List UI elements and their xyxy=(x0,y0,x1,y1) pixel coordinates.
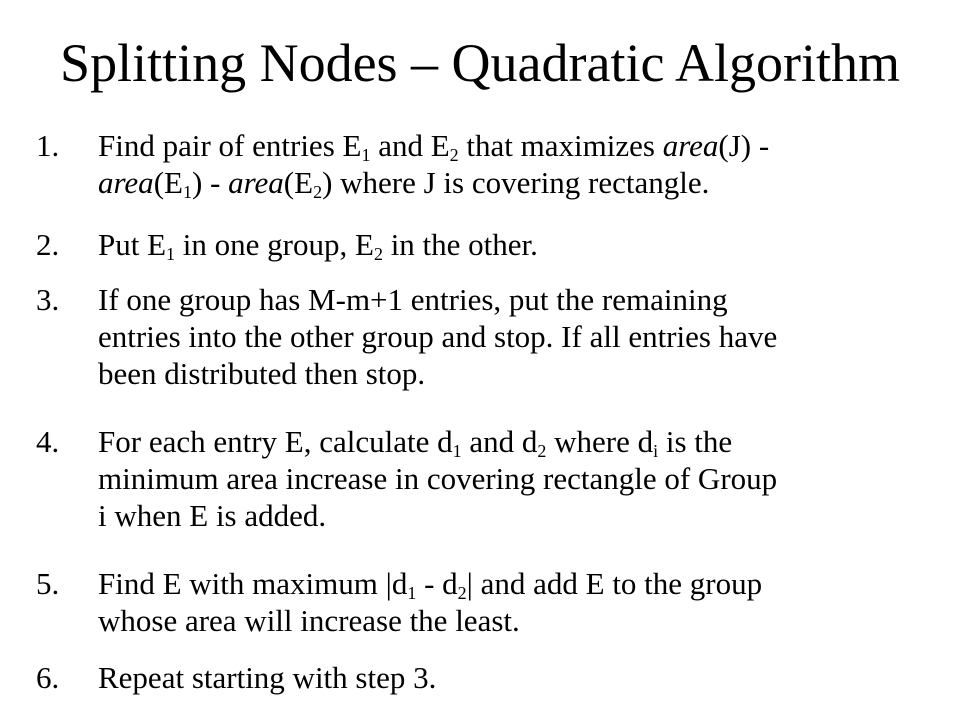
step-line xyxy=(98,127,928,164)
subscript: 2 xyxy=(373,244,383,264)
subscript: 1 xyxy=(361,145,371,165)
subscript: 2 xyxy=(457,583,467,603)
step-text xyxy=(98,127,928,201)
text-segment: For each entry E, calculate d xyxy=(98,424,453,459)
step-line xyxy=(98,565,928,602)
text-segment: - d xyxy=(416,566,458,601)
step-number: 2. xyxy=(36,227,60,262)
subscript: 1 xyxy=(407,583,417,603)
text-segment: Find pair of entries E xyxy=(98,128,362,163)
step-line xyxy=(98,659,928,696)
step-number: 6. xyxy=(36,660,60,695)
text-segment: Find E with maximum |d xyxy=(98,566,408,601)
italic-text: area xyxy=(228,165,284,200)
slide-title: Splitting Nodes – Quadratic Algorithm xyxy=(60,33,900,93)
subscript: 2 xyxy=(449,145,459,165)
text-segment: i when E is added. xyxy=(98,498,327,533)
text-segment: If one group has M-m+1 entries, put the remaining xyxy=(98,282,728,317)
italic-text: area xyxy=(662,128,719,163)
text-segment: and d xyxy=(461,424,538,459)
text-segment: where d xyxy=(546,424,654,459)
step-text xyxy=(98,226,928,263)
step-text xyxy=(98,281,928,392)
text-segment: in the other. xyxy=(382,227,538,262)
text-segment: Put E xyxy=(98,227,167,262)
text-segment: that maximizes xyxy=(458,128,663,163)
subscript: 1 xyxy=(452,441,462,461)
text-segment: minimum area increase in covering rectangle of Group xyxy=(98,461,778,496)
subscript: 2 xyxy=(313,182,323,202)
step-line xyxy=(98,423,928,460)
step-line xyxy=(98,281,928,318)
step-line xyxy=(98,318,928,355)
text-segment: in one group, E xyxy=(175,227,374,262)
step-number: 4. xyxy=(36,424,60,459)
subscript: 1 xyxy=(182,182,192,202)
text-segment: (J) - xyxy=(718,128,770,163)
text-segment: Repeat starting with step 3. xyxy=(98,660,437,695)
subscript: i xyxy=(653,441,659,461)
step-number: 3. xyxy=(36,282,60,317)
text-segment: is the xyxy=(658,424,733,459)
text-segment: ) - xyxy=(191,165,229,200)
subscript: 1 xyxy=(166,244,176,264)
subscript: 2 xyxy=(537,441,547,461)
step-line xyxy=(98,460,928,497)
text-segment: entries into the other group and stop. If all entries have xyxy=(98,319,778,354)
italic-text: area xyxy=(98,165,154,200)
step-text xyxy=(98,423,928,534)
step-text xyxy=(98,659,928,696)
step-line xyxy=(98,497,928,534)
text-segment: been distributed then stop. xyxy=(98,356,426,391)
text-segment: | and add E to the group xyxy=(466,566,763,601)
step-line xyxy=(98,355,928,392)
step-number: 1. xyxy=(36,128,60,163)
step-line xyxy=(98,602,928,639)
step-number: 5. xyxy=(36,566,60,601)
text-segment: whose area will increase the least. xyxy=(98,603,520,638)
step-line xyxy=(98,226,928,263)
text-segment: (E xyxy=(283,165,314,200)
text-segment: ) where J is covering rectangle. xyxy=(322,165,710,200)
text-segment: and E xyxy=(370,128,450,163)
text-segment: (E xyxy=(153,165,183,200)
step-line xyxy=(98,164,928,201)
step-text xyxy=(98,565,928,639)
